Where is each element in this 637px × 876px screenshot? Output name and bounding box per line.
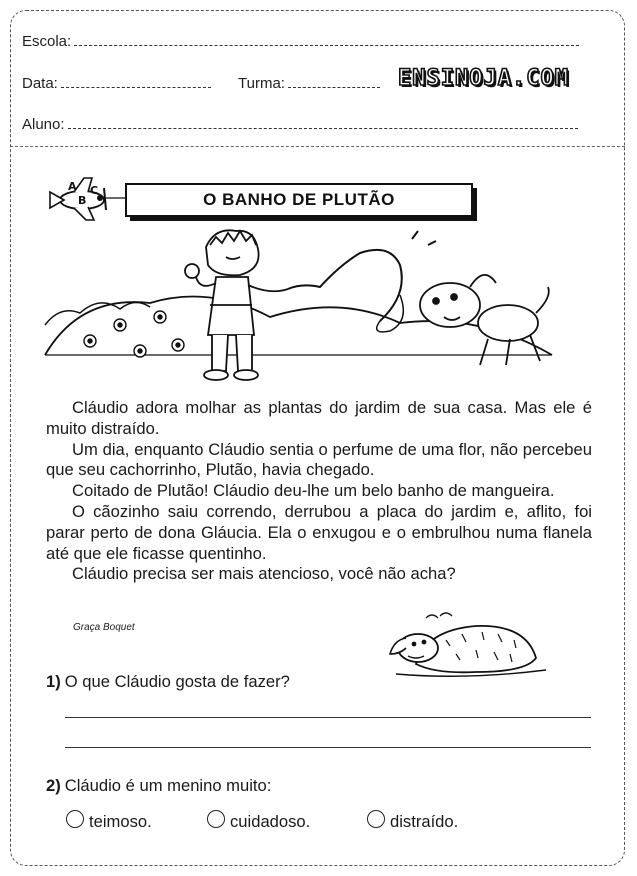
brand-logo: ENSINOJA.COM xyxy=(398,66,569,91)
svg-text:B: B xyxy=(78,194,87,207)
story-text xyxy=(46,398,592,585)
option-label: teimoso. xyxy=(89,812,152,831)
option-label: cuidadoso. xyxy=(230,812,311,831)
answer-line-1[interactable] xyxy=(65,717,591,718)
question-1 xyxy=(46,672,290,692)
escola-row xyxy=(22,33,579,50)
aluno-row xyxy=(22,116,578,133)
data-row xyxy=(22,75,211,92)
turma-label: Turma: xyxy=(238,75,285,92)
option-radio[interactable] xyxy=(367,810,385,828)
question-2 xyxy=(46,776,271,796)
header-separator xyxy=(10,146,625,147)
turma-row xyxy=(238,75,380,92)
story-paragraph: Cláudio precisa ser mais atencioso, você não acha? xyxy=(72,564,456,584)
story-title: O BANHO DE PLUTÃO xyxy=(125,183,473,217)
option-distraido[interactable] xyxy=(367,812,458,832)
option-radio[interactable] xyxy=(207,810,225,828)
story-paragraph: Um dia, enquanto Cláudio sentia o perfume de uma flor, não percebeu que seu cachorrinho, Plutão, havia chegado. xyxy=(46,439,592,480)
data-field[interactable] xyxy=(61,87,211,88)
escola-field[interactable] xyxy=(74,45,579,46)
story-paragraph: Coitado de Plutão! Cláudio deu-lhe um belo banho de mangueira. xyxy=(72,481,555,501)
question-1-text: O que Cláudio gosta de fazer? xyxy=(64,672,290,691)
option-teimoso[interactable] xyxy=(66,812,152,832)
option-label: distraído. xyxy=(390,812,459,831)
aluno-label: Aluno: xyxy=(22,116,65,133)
story-paragraph: Cláudio adora molhar as plantas do jardim de sua casa. Mas ele é muito distraído. xyxy=(46,398,592,438)
airplane-icon xyxy=(44,170,129,225)
question-2-text: Cláudio é um menino muito: xyxy=(64,776,272,795)
question-2-number: 2) xyxy=(46,776,61,795)
question-1-number: 1) xyxy=(46,672,61,691)
dog-in-blanket-illustration xyxy=(386,610,551,680)
author-credit: Graça Boquet xyxy=(73,622,135,633)
turma-field[interactable] xyxy=(288,87,380,88)
option-radio[interactable] xyxy=(66,810,84,828)
svg-text:A: A xyxy=(68,180,77,193)
option-cuidadoso[interactable] xyxy=(207,812,310,832)
data-label: Data: xyxy=(22,75,58,92)
aluno-field[interactable] xyxy=(68,128,578,129)
svg-text:C: C xyxy=(90,184,99,197)
escola-label: Escola: xyxy=(22,33,72,50)
story-paragraph: O cãozinho saiu correndo, derrubou a placa do jardim e, aflito, foi parar perto de dona Gláucia. Ela o enxugou e o embrulhou numa flanela até que ele ficasse quentinho. xyxy=(46,501,592,563)
boy-watering-dog-illustration xyxy=(40,225,560,393)
answer-line-2[interactable] xyxy=(65,747,591,748)
